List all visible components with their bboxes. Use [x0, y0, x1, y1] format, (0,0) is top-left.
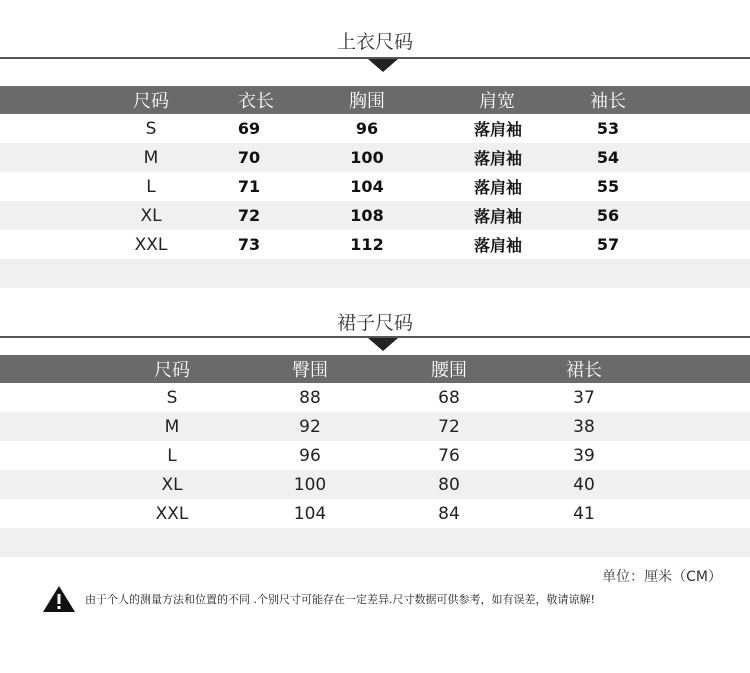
- header-waist: 腰围: [431, 360, 467, 381]
- skirt-size-table: [0, 355, 750, 557]
- header-shoulder: 肩宽: [479, 91, 515, 112]
- table-cell: 92: [299, 416, 321, 437]
- table-cell: 73: [237, 235, 261, 254]
- table-cell: 88: [299, 387, 321, 408]
- table-cell: XL: [140, 205, 162, 226]
- header-chest: 胸围: [349, 91, 385, 112]
- top-size-title: 上衣尺码: [336, 31, 413, 53]
- table-cell: 96: [355, 119, 379, 138]
- table-cell: 84: [438, 503, 460, 524]
- table-cell: 72: [237, 206, 261, 225]
- table-cell: 104: [350, 177, 384, 196]
- table-cell: 54: [596, 148, 620, 167]
- table-cell: L: [146, 176, 156, 197]
- header-size: 尺码: [133, 91, 169, 112]
- table-cell: 76: [438, 445, 460, 466]
- header-sleeve: 袖长: [590, 91, 626, 112]
- table-cell: 57: [596, 235, 620, 254]
- table-cell: XXL: [134, 234, 168, 255]
- table-cell: 落肩袖: [473, 120, 522, 139]
- table-cell: XXL: [155, 503, 189, 524]
- skirt-down-arrow-icon: [368, 338, 398, 351]
- table-row: [0, 441, 750, 470]
- table-row: [0, 114, 750, 143]
- table-cell: 80: [438, 474, 460, 495]
- skirt-table-header: [0, 355, 750, 383]
- table-cell: 41: [573, 503, 595, 524]
- table-cell: L: [167, 445, 177, 466]
- skirt-size-title: 裙子尺码: [336, 312, 413, 334]
- note-text: 由于个人的测量方法和位置的不同 .个别尺寸可能存在一定差异.尺寸数据可供参考，如有误差，敬请谅解!: [85, 593, 595, 606]
- table-row: [0, 172, 750, 201]
- table-row: [0, 412, 750, 441]
- header-hip: 臀围: [292, 360, 328, 381]
- table-row: [0, 383, 750, 412]
- table-row: [0, 470, 750, 499]
- table-cell: 104: [293, 503, 327, 524]
- table-cell: 55: [596, 177, 620, 196]
- table-cell: XL: [161, 474, 183, 495]
- measurement-note: [42, 585, 595, 613]
- table-cell: 39: [573, 445, 595, 466]
- table-cell: 72: [438, 416, 460, 437]
- table-cell: 落肩袖: [473, 149, 522, 168]
- top-down-arrow-icon: [368, 59, 398, 72]
- header-skirt-length: 裙长: [566, 360, 602, 381]
- table-cell: 落肩袖: [473, 207, 522, 226]
- unit-label: 单位：厘米（CM）: [602, 569, 722, 585]
- table-cell: 70: [237, 148, 261, 167]
- table-cell: 40: [573, 474, 595, 495]
- table-row-empty: [0, 528, 750, 557]
- table-cell: 69: [237, 119, 261, 138]
- header-length: 衣长: [238, 91, 274, 112]
- table-cell: 落肩袖: [473, 178, 522, 197]
- table-row: [0, 143, 750, 172]
- table-cell: S: [145, 118, 157, 139]
- warning-icon: [42, 585, 76, 613]
- table-row: [0, 230, 750, 259]
- table-cell: 100: [293, 474, 327, 495]
- table-cell: 56: [596, 206, 620, 225]
- table-cell: M: [164, 416, 180, 437]
- table-cell: S: [166, 387, 178, 408]
- header-size: 尺码: [154, 360, 190, 381]
- table-cell: 100: [350, 148, 384, 167]
- table-cell: 112: [350, 235, 384, 254]
- table-row: [0, 201, 750, 230]
- table-cell: 96: [299, 445, 321, 466]
- table-cell: 108: [350, 206, 384, 225]
- table-cell: 53: [596, 119, 620, 138]
- table-cell: 37: [573, 387, 595, 408]
- table-cell: 68: [438, 387, 460, 408]
- table-row: [0, 499, 750, 528]
- table-cell: 71: [237, 177, 261, 196]
- table-cell: M: [143, 147, 159, 168]
- top-table-header: [0, 86, 750, 114]
- top-size-table: [0, 86, 750, 288]
- table-cell: 38: [573, 416, 595, 437]
- table-row-empty: [0, 259, 750, 288]
- table-cell: 落肩袖: [473, 236, 522, 255]
